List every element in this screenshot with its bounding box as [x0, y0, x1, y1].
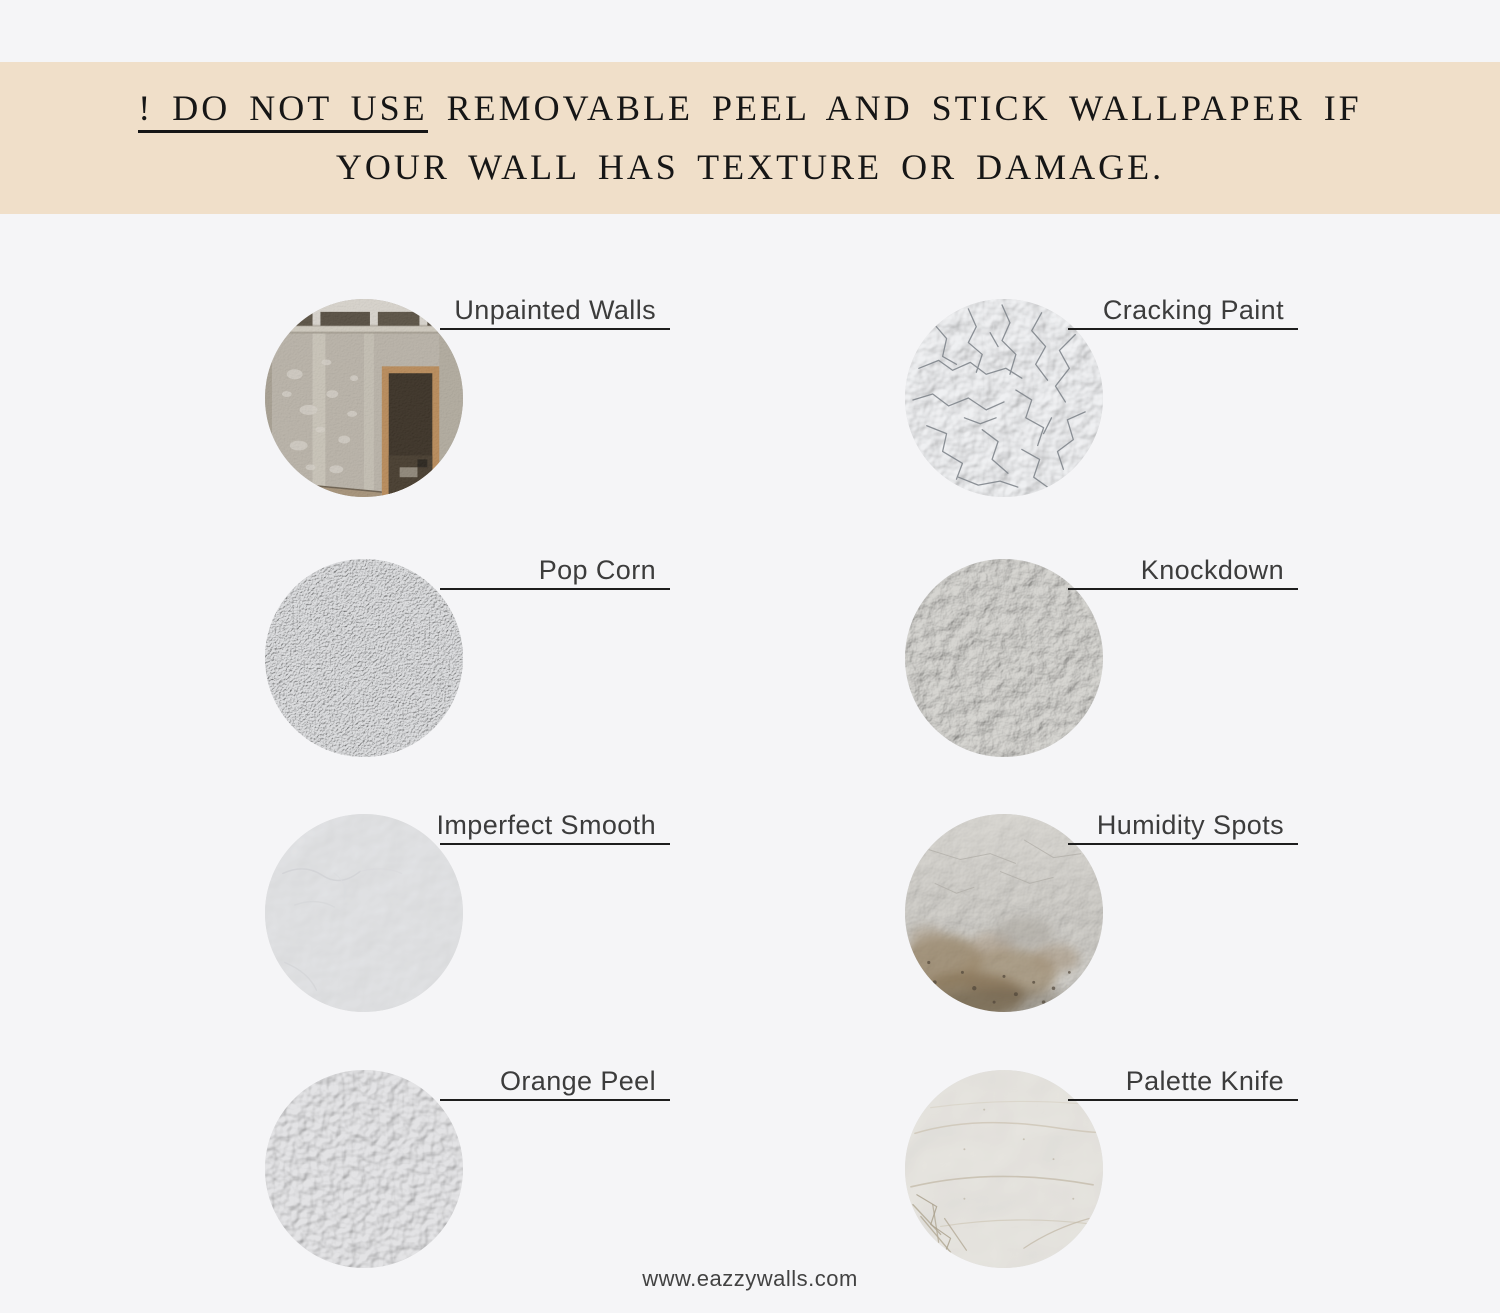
texture-card-unpainted-walls — [265, 297, 670, 529]
label-underline — [440, 1099, 670, 1101]
label-underline — [440, 588, 670, 590]
label-underline — [1068, 1099, 1298, 1101]
texture-label: Pop Corn — [538, 555, 656, 585]
warning-banner — [0, 62, 1500, 214]
texture-card-imperfect-smooth — [265, 812, 670, 1044]
label-underline — [440, 843, 670, 845]
texture-label: Unpainted Walls — [454, 295, 656, 325]
warning-line1-rest: REMOVABLE PEEL AND STICK WALLPAPER IF — [427, 88, 1362, 128]
warning-title — [138, 79, 1361, 197]
imperfect-smooth-image — [265, 814, 463, 1012]
texture-card-humidity-spots — [893, 812, 1298, 1044]
warning-highlight: ! DO NOT USE — [138, 88, 427, 133]
pop-corn-image — [265, 559, 463, 757]
unpainted-walls-image — [265, 299, 463, 497]
label-underline — [1068, 588, 1298, 590]
texture-label: Imperfect Smooth — [436, 810, 656, 840]
texture-label: Orange Peel — [500, 1066, 656, 1096]
label-underline — [1068, 328, 1298, 330]
texture-label: Cracking Paint — [1102, 295, 1284, 325]
label-underline — [440, 328, 670, 330]
texture-card-pop-corn — [265, 557, 670, 789]
texture-card-knockdown — [893, 557, 1298, 789]
warning-line2: YOUR WALL HAS TEXTURE OR DAMAGE. — [335, 147, 1165, 187]
texture-label: Knockdown — [1140, 555, 1284, 585]
label-underline — [1068, 843, 1298, 845]
texture-card-cracking-paint — [893, 297, 1298, 529]
texture-label: Humidity Spots — [1096, 810, 1284, 840]
warning-line1 — [138, 79, 1361, 138]
orange-peel-image — [265, 1070, 463, 1268]
texture-label: Palette Knife — [1125, 1066, 1284, 1096]
website-url: www.eazzywalls.com — [642, 1266, 858, 1291]
